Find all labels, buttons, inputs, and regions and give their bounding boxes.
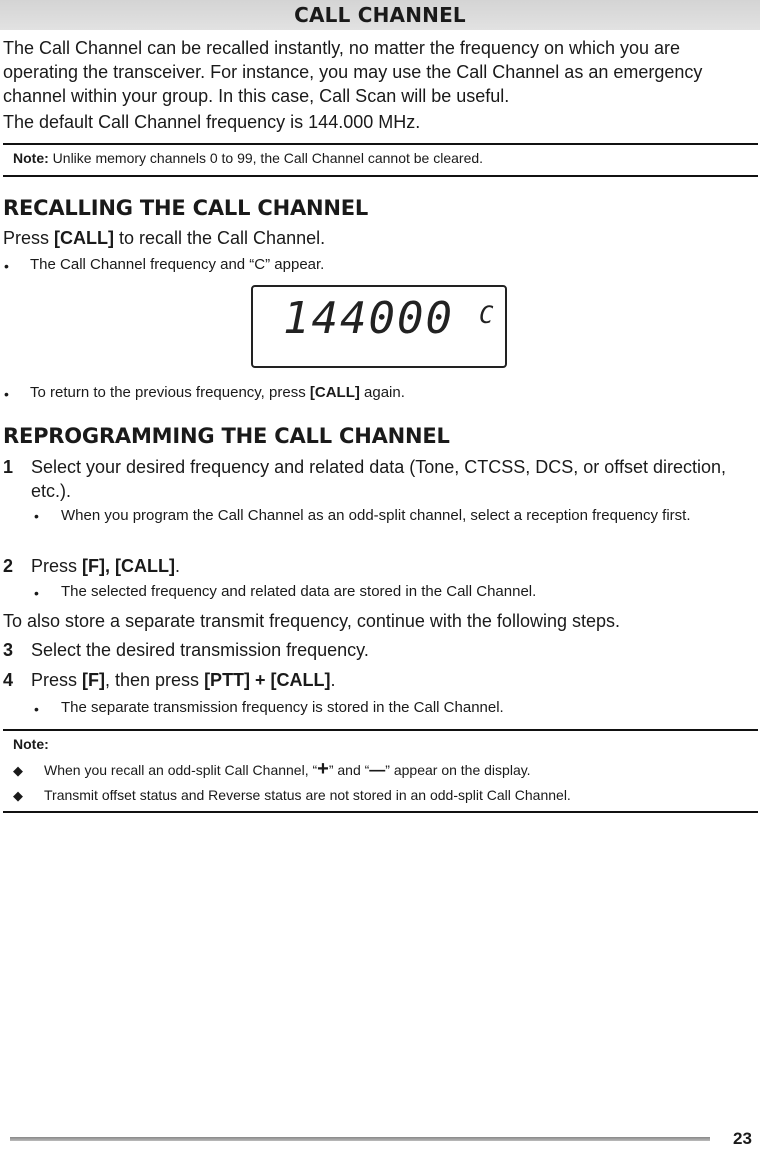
section-heading-recalling: RECALLING THE CALL CHANNEL (3, 196, 369, 220)
page-title-banner (0, 0, 760, 30)
page-number: 23 (733, 1129, 752, 1148)
note-text: Unlike memory channels 0 to 99, the Call Channel cannot be cleared. (52, 150, 484, 166)
step1-text: Select your desired frequency and related data (Tone, CTCSS, DCS, or offset direction, etc.). (31, 457, 727, 501)
note-label: Note: (13, 150, 49, 166)
recall-text-pre: Press (3, 228, 55, 248)
step2-pre: Press (31, 556, 83, 576)
step4-post: . (330, 670, 336, 690)
note-box (3, 143, 758, 177)
bullet-dot: • (4, 386, 9, 402)
step2-post: . (174, 556, 180, 576)
note-label: Note: (13, 736, 49, 752)
lcd-display-illustration (251, 285, 507, 368)
note2-item2: Transmit offset status and Reverse status are not stored in an odd-split Call Channel. (44, 787, 571, 803)
ptt-call-key-label: [PTT] + [CALL] (204, 670, 331, 690)
plus-symbol: + (317, 758, 329, 780)
step2-bullet: The selected frequency and related data are stored in the Call Channel. (61, 583, 537, 600)
return-bullet (30, 384, 405, 401)
diamond-bullet-icon: ◆ (13, 788, 23, 803)
bullet-dot: • (34, 701, 39, 717)
f-key-label: [F] (82, 670, 105, 690)
note2-item1-post: ” appear on the display. (385, 762, 531, 778)
f-call-key-label: [F], [CALL] (82, 556, 175, 576)
step-number: 4 (3, 670, 14, 690)
recall-bullet: The Call Channel frequency and “C” appear. (30, 256, 325, 273)
step4-mid: , then press (105, 670, 205, 690)
step2-text (31, 554, 756, 578)
call-key-label: [CALL] (309, 384, 360, 401)
section-heading-reprogramming: REPROGRAMMING THE CALL CHANNEL (3, 424, 450, 448)
step4-bullet: The separate transmission frequency is stored in the Call Channel. (61, 699, 504, 716)
return-text-pre: To return to the previous frequency, press (30, 384, 310, 401)
note2-item1-pre: When you recall an odd-split Call Channel, “ (44, 762, 318, 778)
bullet-dot: • (34, 585, 39, 601)
note2-item1-mid: ” and “ (328, 762, 370, 778)
step-number: 1 (3, 457, 14, 477)
note2-item1 (44, 758, 531, 780)
call-key-label: [CALL] (54, 228, 114, 248)
footer-rule (10, 1137, 710, 1141)
recall-instruction (3, 228, 325, 249)
step3-text: Select the desired transmission frequency. (31, 640, 369, 660)
step4-pre: Press (31, 670, 83, 690)
note-line (3, 145, 758, 172)
minus-symbol: — (369, 762, 386, 779)
recall-text-post: to recall the Call Channel. (114, 228, 326, 248)
step-number: 3 (3, 640, 14, 660)
lcd-call-indicator: C (479, 301, 494, 329)
step4-text (31, 668, 756, 692)
diamond-bullet-icon: ◆ (13, 763, 23, 778)
return-text-post: again. (359, 384, 405, 401)
default-frequency-paragraph: The default Call Channel frequency is 144.000 MHz. (3, 112, 421, 132)
continue-text: To also store a separate transmit frequency, continue with the following steps. (3, 611, 620, 631)
step-number: 2 (3, 556, 14, 576)
intro-paragraph: The Call Channel can be recalled instantly, no matter the frequency on which you are operating the transceiver. For instance, you may use the Call Channel as an emergency channel within your group. In this case, Call Scan will be useful. (3, 38, 703, 106)
step1-bullet: When you program the Call Channel as an odd-split channel, select a reception frequency first. (61, 507, 691, 524)
note-box-odd-split (3, 729, 758, 813)
bullet-dot: • (34, 508, 39, 524)
page-title: CALL CHANNEL (294, 3, 466, 27)
lcd-frequency: 144000 (283, 293, 454, 344)
bullet-dot: • (4, 258, 9, 274)
